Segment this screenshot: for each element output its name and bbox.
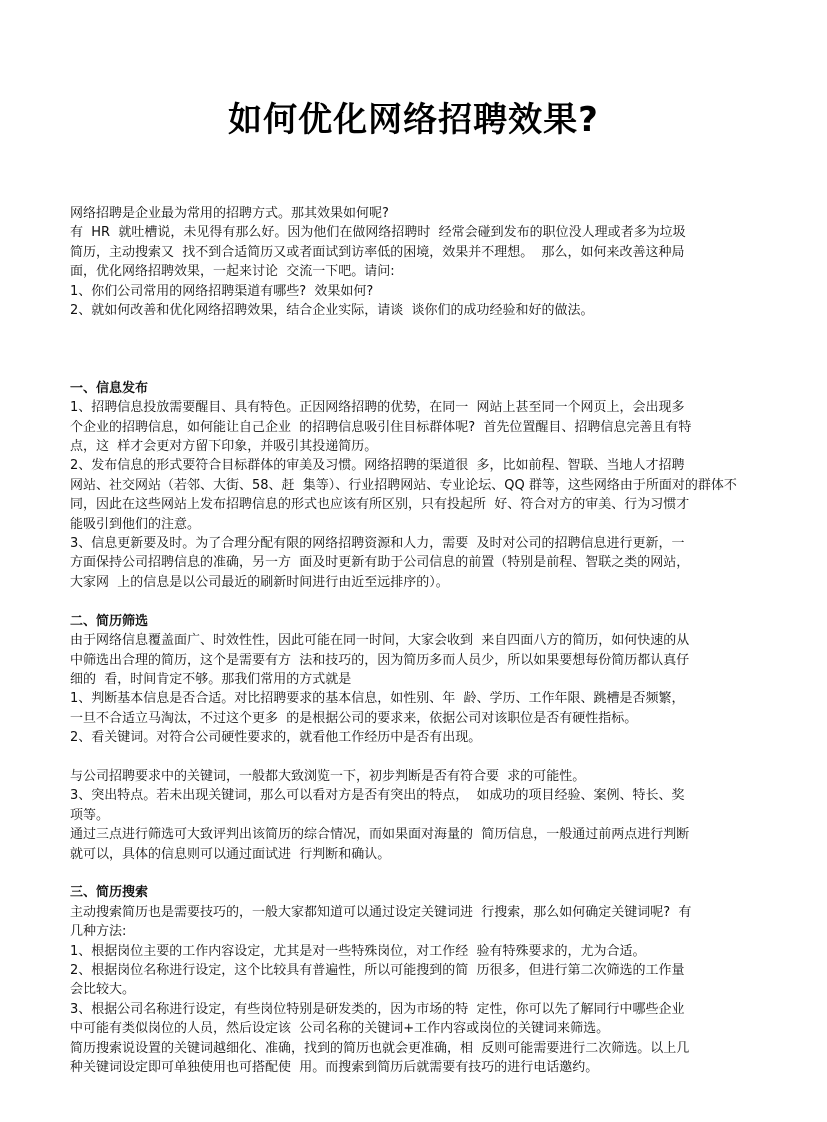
section-line: 1、判断基本信息是否合适。对比招聘要求的基本信息，如性别、年 龄、学历、工作年限、跳槽是否频繁， bbox=[70, 691, 685, 707]
section-line: 主动搜索简历也是需要技巧的，一般大家都知道可以通过设定关键词进 行搜索，那么如何确定关键词呢? 有 bbox=[70, 904, 692, 920]
section-line: 中可能有类似岗位的人员，然后设定该 公司名称的关键词+工作内容或岗位的关键词来筛选。 bbox=[70, 1021, 610, 1037]
page-title: 如何优化网络招聘效果? bbox=[228, 100, 599, 140]
intro-line: 1、你们公司常用的网络招聘渠道有哪些? 效果如何? bbox=[70, 283, 374, 299]
document-body bbox=[70, 204, 770, 1077]
section-line bbox=[70, 748, 770, 767]
section-line: 种关键词设定即可单独使用也可搭配使 用。而搜索到简历后就需要有技巧的进行电话邀约。 bbox=[70, 1060, 599, 1076]
intro-block bbox=[70, 204, 770, 320]
section-line: 3、根据公司名称进行设定，有些岗位特别是研发类的，因为市场的特 定性，你可以先了解同行中哪些企业 bbox=[70, 1001, 685, 1017]
section-line: 会比较大。 bbox=[70, 982, 136, 998]
section-heading: 二、简历筛选 bbox=[70, 613, 149, 629]
section-line: 同，因此在这些网站上发布招聘信息的形式也应该有所区别，只有投起所 好、符合对方的审美、行为习惯才 bbox=[70, 497, 690, 513]
section-resume-search bbox=[70, 883, 770, 1077]
section-line: 3、突出特点。若未出现关键词，那么可以看对方是否有突出的特点， 如成功的项目经验、案例、特长、奖 bbox=[70, 788, 685, 804]
section-heading: 一、信息发布 bbox=[70, 380, 149, 396]
section-line: 方面保持公司招聘信息的准确，另一方 面及时更新有助于公司信息的前置（特别是前程、智联之类的网站， bbox=[70, 555, 690, 571]
section-info-release bbox=[70, 379, 770, 592]
section-line: 个企业的招聘信息，如何能让自己企业 的招聘信息吸引住目标群体呢? 首先位置醒目、招聘信息完善且有特 bbox=[70, 419, 692, 435]
intro-line: 面，优化网络招聘效果，一起来讨论 交流一下吧。请问: bbox=[70, 264, 395, 280]
section-line: 网站、社交网站（若邻、大街、58、赶 集等）、行业招聘网站、专业论坛、QQ 群等，这些网络由于所面对的群体不 bbox=[70, 477, 737, 493]
intro-line: 网络招聘是企业最为常用的招聘方式。那其效果如何呢? bbox=[70, 206, 389, 221]
section-line: 3、信息更新要及时。为了合理分配有限的网络招聘资源和人力，需要 及时对公司的招聘信息进行更新，一 bbox=[70, 536, 685, 552]
section-line: 中筛选出合理的简历，这个是需要有方 法和技巧的，因为简历多而人员少，所以如果要想每份简历都认真仔 bbox=[70, 652, 690, 668]
section-line: 由于网络信息覆盖面广、时效性性，因此可能在同一时间，大家会收到 来自四面八方的简历，如何快速的从 bbox=[70, 633, 690, 649]
intro-line: 有 HR 就吐槽说，未见得有那么好。因为他们在做网络招聘时 经常会碰到发布的职位没人理或者多为垃圾 bbox=[70, 225, 686, 241]
section-line: 通过三点进行筛选可大致评判出该简历的综合情况，而如果面对海量的 简历信息，一般通过前两点进行判断 bbox=[70, 827, 690, 843]
section-line: 大家网 上的信息是以公司最近的刷新时间进行由近至远排序的）。 bbox=[70, 574, 449, 590]
section-heading: 三、简历搜索 bbox=[70, 885, 149, 901]
section-line: 几种方法: bbox=[70, 924, 127, 940]
section-line: 2、根据岗位名称进行设定，这个比较具有普遍性，所以可能搜到的简 历很多，但进行第二次筛选的工作量 bbox=[70, 962, 685, 978]
section-line: 2、发布信息的形式要符合目标群体的审美及习惯。网络招聘的渠道很 多，比如前程、智联、当地人才招聘 bbox=[70, 458, 685, 474]
section-line: 2、看关键词。对符合公司硬性要求的，就看他工作经历中是否有出现。 bbox=[70, 730, 482, 746]
section-line: 一旦不合适立马淘汰，不过这个更多 的是根据公司的要求来，依据公司对该职位是否有硬性指标。 bbox=[70, 710, 638, 726]
intro-line: 2、就如何改善和优化网络招聘效果，结合企业实际，请谈 谈你们的成功经验和好的做法。 bbox=[70, 303, 594, 319]
section-resume-screening bbox=[70, 612, 770, 864]
section-line: 就可以，具体的信息则可以通过面试进 行判断和确认。 bbox=[70, 846, 391, 862]
section-line: 简历搜索说设置的关键词越细化、准确，找到的简历也就会更准确，相 反则可能需要进行二次筛选。以上几 bbox=[70, 1040, 690, 1056]
section-line: 1、招聘信息投放需要醒目、具有特色。正因网络招聘的优势，在同一 网站上甚至同一个网页上，会出现多 bbox=[70, 400, 685, 416]
section-line: 项等。 bbox=[70, 807, 110, 823]
section-line: 细的 看，时间肯定不够。那我们常用的方式就是 bbox=[70, 671, 352, 687]
section-line: 与公司招聘要求中的关键词，一般都大致浏览一下，初步判断是否有符合要 求的可能性。 bbox=[70, 768, 586, 784]
intro-line: 简历，主动搜索又 找不到合适简历又或者面试到访率低的困境，效果并不理想。 那么，如何来改善这种局 bbox=[70, 244, 685, 260]
section-line: 点，这 样才会更对方留下印象，并吸引其投递简历。 bbox=[70, 439, 378, 455]
section-line: 能吸引到他们的注意。 bbox=[70, 516, 201, 532]
section-line: 1、根据岗位主要的工作内容设定，尤其是对一些特殊岗位，对工作经 验有特殊要求的，尤为合适。 bbox=[70, 943, 646, 959]
